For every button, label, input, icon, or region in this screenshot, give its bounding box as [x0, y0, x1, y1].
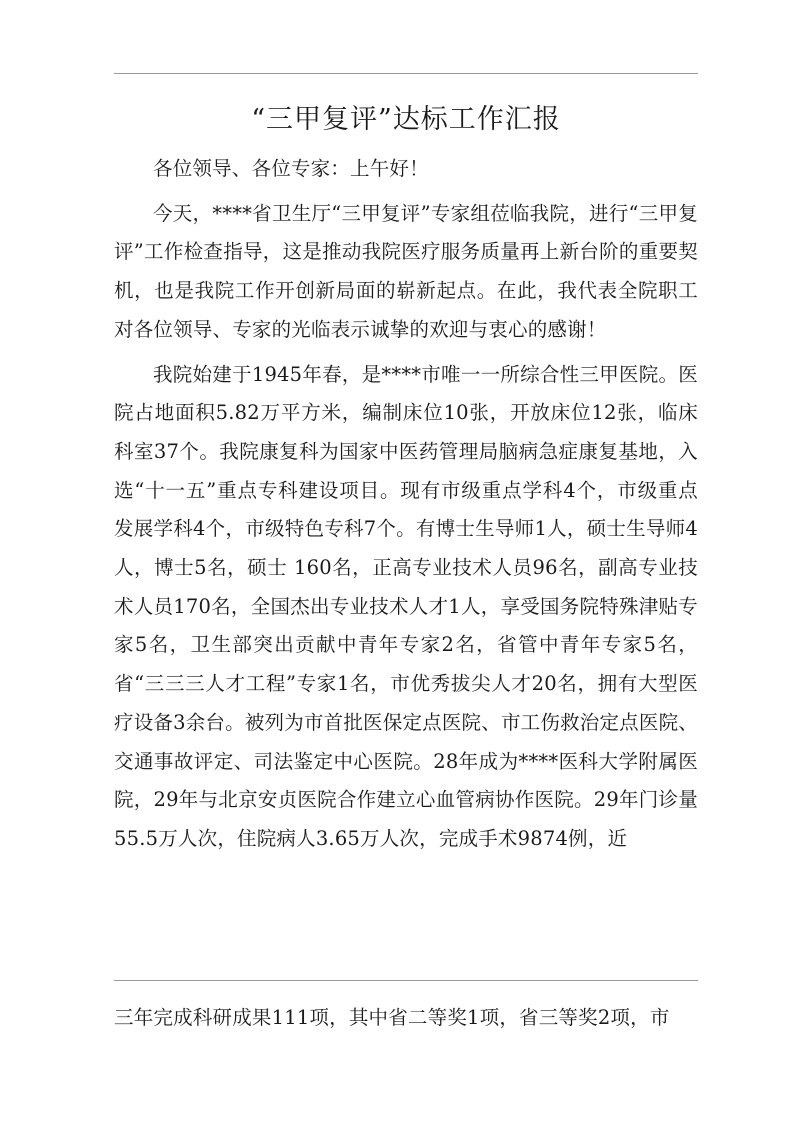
- top-divider: [114, 73, 698, 74]
- paragraph-hospital-overview: 我院始建于1945年春，是****市唯一一所综合性三甲医院。医院占地面积5.82万平方米，编制床位10张，开放床位12张，临床科室37个。我院康复科为国家中医药管理局脑病急症康复基地，入选“十一五”重点专科建设项目。现有市级重点学科4个，市级重点发展学科4个，市级特色专科7个。有博士生导师1人，硕士生导师4人，博士5名，硕士 160名，正高专业技术人员96名，副高专业技术人员170名，全国杰出专业技术人才1人，享受国务院特殊津贴专家5名，卫生部突出贡献中青年专家2名，省管中青年专家5名，省“三三三人才工程”专家1名，市优秀拔尖人才20名，拥有大型医疗设备3余台。被列为市首批医保定点医院、市工伤救治定点医院、交通事故评定、司法鉴定中心医院。28年成为****医科大学附属医院，29年与北京安贞医院合作建立心血管病协作医院。29年门诊量55.5万人次，住院病人3.65万人次，完成手术9874例，近: [114, 362, 698, 850]
- document-body: [114, 150, 698, 859]
- paragraph-continued: 三年完成科研成果111项，其中省二等奖1项，省三等奖2项，市: [114, 1006, 670, 1029]
- greeting: 各位领导、各位专家：上午好！: [153, 157, 429, 180]
- page-break-divider: [114, 980, 698, 981]
- next-page-content: [114, 999, 698, 1038]
- paragraph-welcome: 今天，****省卫生厅“三甲复评”专家组莅临我院，进行“三甲复评”工作检查指导，这是推动我院医疗服务质量再上新台阶的重要契机，也是我院工作开创新局面的崭新起点。在此，我代表全院职工对各位领导、专家的光临表示诚挚的欢迎与衷心的感谢！: [114, 201, 698, 341]
- document-title: “三甲复评”达标工作汇报: [251, 104, 561, 135]
